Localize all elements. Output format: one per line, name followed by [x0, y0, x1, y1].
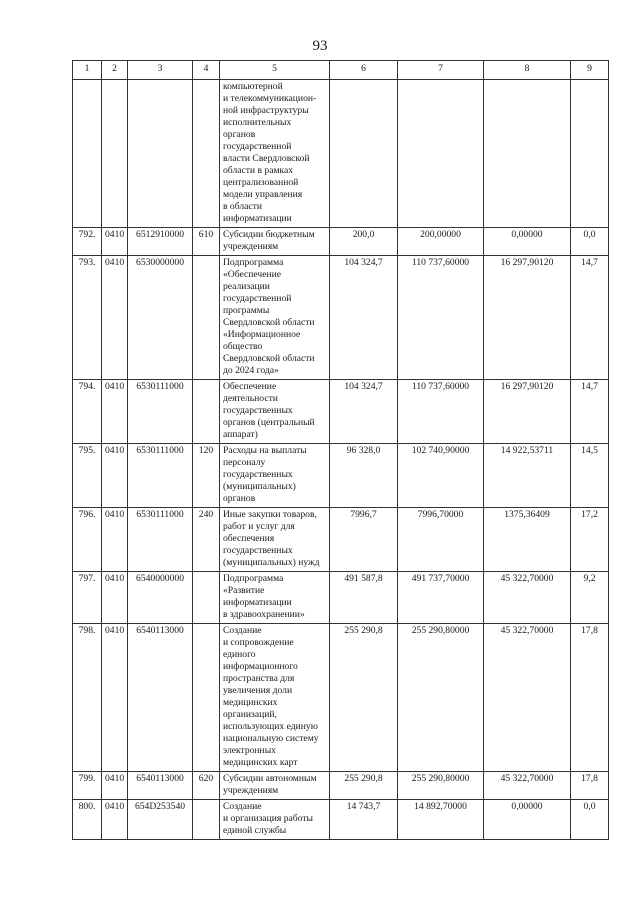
target-code-cell: 6530111000 [128, 444, 193, 508]
planned-amount-cell: 491 587,8 [330, 572, 398, 624]
target-code-cell: 6530111000 [128, 508, 193, 572]
row-number-cell: 793. [73, 256, 102, 380]
executed-amount-cell: 0,00000 [484, 228, 571, 256]
expense-type-cell [193, 624, 220, 772]
refined-amount-cell: 255 290,80000 [398, 772, 484, 800]
target-code-cell: 6540113000 [128, 772, 193, 800]
executed-amount-cell: 45 322,70000 [484, 572, 571, 624]
executed-amount-cell: 14 922,53711 [484, 444, 571, 508]
header-cell-3: 3 [128, 61, 193, 80]
percent-cell: 17,8 [571, 772, 609, 800]
section-code-cell: 0410 [102, 624, 128, 772]
executed-amount-cell: 45 322,70000 [484, 772, 571, 800]
executed-amount-cell: 1375,36409 [484, 508, 571, 572]
refined-amount-cell: 102 740,90000 [398, 444, 484, 508]
header-cell-1: 1 [73, 61, 102, 80]
empty-cell [398, 80, 484, 228]
expense-type-cell [193, 800, 220, 840]
refined-amount-cell: 7996,70000 [398, 508, 484, 572]
planned-amount-cell: 104 324,7 [330, 380, 398, 444]
section-code-cell: 0410 [102, 800, 128, 840]
percent-cell: 14,5 [571, 444, 609, 508]
expense-type-cell: 120 [193, 444, 220, 508]
percent-cell: 17,8 [571, 624, 609, 772]
target-code-cell: 6512910000 [128, 228, 193, 256]
executed-amount-cell: 45 322,70000 [484, 624, 571, 772]
table-row [73, 444, 609, 508]
page-number: 93 [312, 38, 328, 54]
planned-amount-cell: 255 290,8 [330, 772, 398, 800]
section-code-cell: 0410 [102, 256, 128, 380]
table-row [73, 380, 609, 444]
empty-cell [128, 80, 193, 228]
table-row [73, 508, 609, 572]
section-code-cell: 0410 [102, 228, 128, 256]
table-body [73, 61, 609, 840]
target-code-cell: 654D253540 [128, 800, 193, 840]
description-cell: Расходы на выплаты персоналу государственных (муниципальных) органов [220, 444, 330, 508]
refined-amount-cell: 14 892,70000 [398, 800, 484, 840]
empty-cell [193, 80, 220, 228]
header-cell-7: 7 [398, 61, 484, 80]
table-row [73, 228, 609, 256]
empty-cell [102, 80, 128, 228]
planned-amount-cell: 7996,7 [330, 508, 398, 572]
target-code-cell: 6530000000 [128, 256, 193, 380]
empty-cell [73, 80, 102, 228]
percent-cell: 17,2 [571, 508, 609, 572]
row-number-cell: 797. [73, 572, 102, 624]
section-code-cell: 0410 [102, 772, 128, 800]
table-row [73, 256, 609, 380]
expense-type-cell [193, 380, 220, 444]
empty-cell [571, 80, 609, 228]
refined-amount-cell: 200,00000 [398, 228, 484, 256]
budget-table [72, 60, 609, 840]
expense-type-cell [193, 572, 220, 624]
table-row [73, 800, 609, 840]
description-cell: Подпрограмма «Развитие информатизации в здравоохранении» [220, 572, 330, 624]
percent-cell: 0,0 [571, 800, 609, 840]
description-cell: Субсидии бюджетным учреждениям [220, 228, 330, 256]
refined-amount-cell: 110 737,60000 [398, 256, 484, 380]
planned-amount-cell: 96 328,0 [330, 444, 398, 508]
planned-amount-cell: 104 324,7 [330, 256, 398, 380]
row-number-cell: 794. [73, 380, 102, 444]
header-cell-6: 6 [330, 61, 398, 80]
planned-amount-cell: 14 743,7 [330, 800, 398, 840]
section-code-cell: 0410 [102, 572, 128, 624]
header-cell-5: 5 [220, 61, 330, 80]
continuation-description: компьютерной и телекоммуникацион- ной инфраструктуры исполнительных органов государственной власти Свердловской области в рамках централизованной модели управления в области информатизации [220, 80, 330, 228]
row-number-cell: 798. [73, 624, 102, 772]
executed-amount-cell: 0,00000 [484, 800, 571, 840]
description-cell: Создание и организация работы единой службы [220, 800, 330, 840]
expense-type-cell: 610 [193, 228, 220, 256]
description-cell: Создание и сопровождение единого информационного пространства для увеличения доли медицинских организаций, использующих единую национальную систему электронных медицинских карт [220, 624, 330, 772]
refined-amount-cell: 491 737,70000 [398, 572, 484, 624]
executed-amount-cell: 16 297,90120 [484, 380, 571, 444]
table-row [73, 572, 609, 624]
expense-type-cell: 620 [193, 772, 220, 800]
percent-cell: 14,7 [571, 380, 609, 444]
section-code-cell: 0410 [102, 380, 128, 444]
expense-type-cell: 240 [193, 508, 220, 572]
table-row [73, 772, 609, 800]
header-cell-4: 4 [193, 61, 220, 80]
target-code-cell: 6540000000 [128, 572, 193, 624]
percent-cell: 14,7 [571, 256, 609, 380]
target-code-cell: 6540113000 [128, 624, 193, 772]
section-code-cell: 0410 [102, 444, 128, 508]
table-row [73, 624, 609, 772]
continuation-row [73, 80, 609, 228]
empty-cell [330, 80, 398, 228]
header-cell-9: 9 [571, 61, 609, 80]
percent-cell: 0,0 [571, 228, 609, 256]
row-number-cell: 799. [73, 772, 102, 800]
planned-amount-cell: 200,0 [330, 228, 398, 256]
row-number-cell: 796. [73, 508, 102, 572]
empty-cell [484, 80, 571, 228]
percent-cell: 9,2 [571, 572, 609, 624]
refined-amount-cell: 110 737,60000 [398, 380, 484, 444]
header-cell-2: 2 [102, 61, 128, 80]
description-cell: Обеспечение деятельности государственных органов (центральный аппарат) [220, 380, 330, 444]
header-cell-8: 8 [484, 61, 571, 80]
refined-amount-cell: 255 290,80000 [398, 624, 484, 772]
expense-type-cell [193, 256, 220, 380]
planned-amount-cell: 255 290,8 [330, 624, 398, 772]
description-cell: Иные закупки товаров, работ и услуг для обеспечения государственных (муниципальных) нужд [220, 508, 330, 572]
description-cell: Субсидии автономным учреждениям [220, 772, 330, 800]
description-cell: Подпрограмма «Обеспечение реализации государственной программы Свердловской области «Информационное общество Свердловской области до 2024 года» [220, 256, 330, 380]
row-number-cell: 795. [73, 444, 102, 508]
executed-amount-cell: 16 297,90120 [484, 256, 571, 380]
header-row [73, 61, 609, 80]
row-number-cell: 792. [73, 228, 102, 256]
target-code-cell: 6530111000 [128, 380, 193, 444]
row-number-cell: 800. [73, 800, 102, 840]
section-code-cell: 0410 [102, 508, 128, 572]
